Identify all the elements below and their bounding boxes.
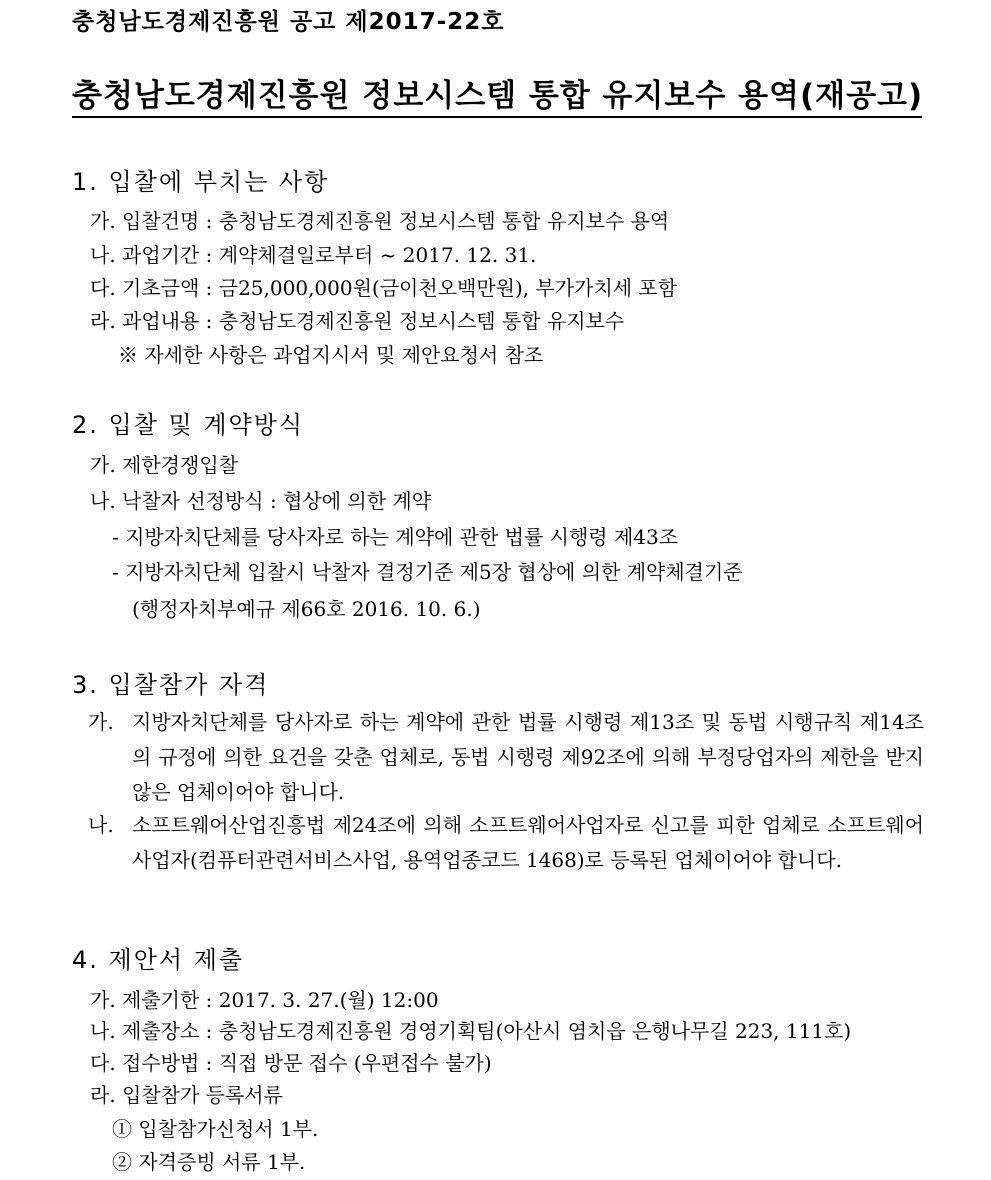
section-4-item: 라. 입찰참가 등록서류	[90, 1083, 283, 1107]
item-label: 가.	[88, 710, 114, 734]
item-text: 지방자치단체를 당사자로 하는 계약에 관한 법률 시행령 제13조 및 동법 시행규칙 제14조의 규정에 의한 요건을 갖춘 업체로, 동법 시행령 제92조에 의해 부정당업자의 제한을 받지 않은 업체이어야 합니다.	[132, 710, 924, 804]
section-2-subnote: (행정자치부예규 제66호 2016. 10. 6.)	[132, 597, 481, 621]
section-1-note: ※ 자세한 사항은 과업지시서 및 제안요청서 참조	[118, 343, 544, 367]
section-2-subitem: - 지방자치단체 입찰시 낙찰자 결정기준 제5장 협상에 의한 계약체결기준	[112, 560, 743, 584]
section-4-item: 가. 제출기한 : 2017. 3. 27.(월) 12:00	[90, 988, 439, 1012]
document-title: 충청남도경제진흥원 정보시스템 통합 유지보수 용역(재공고)	[72, 78, 922, 118]
section-1-item: 가. 입찰건명 : 충청남도경제진흥원 정보시스템 통합 유지보수 용역	[90, 209, 670, 233]
section-2-item: 나. 낙찰자 선정방식 : 협상에 의한 계약	[90, 489, 432, 513]
section-1-item: 다. 기초금액 : 금25,000,000원(금이천오백만원), 부가가치세 포함	[90, 276, 678, 300]
section-3-heading: 3. 입찰참가 자격	[72, 671, 270, 699]
section-4-doc: ① 입찰참가신청서 1부.	[112, 1117, 319, 1141]
section-4-item: 나. 제출장소 : 충청남도경제진흥원 경영기획팀(아산시 염치읍 은행나무길 223, 111호)	[90, 1019, 852, 1043]
section-2-item: 가. 제한경쟁입찰	[90, 453, 238, 477]
section-1-item: 나. 과업기간 : 계약체결일로부터 ~ 2017. 12. 31.	[90, 243, 537, 267]
section-1-item: 라. 과업내용 : 충청남도경제진흥원 정보시스템 통합 유지보수	[90, 309, 625, 333]
section-2-subitem: - 지방자치단체를 당사자로 하는 계약에 관한 법률 시행령 제43조	[112, 525, 679, 549]
section-1-heading: 1. 입찰에 부치는 사항	[72, 168, 330, 196]
item-text: 소프트웨어산업진흥법 제24조에 의해 소프트웨어사업자로 신고를 피한 업체로 소프트웨어사업자(컴퓨터관련서비스사업, 용역업종코드 1468)로 등록된 업체이어야 합니다.	[132, 813, 924, 872]
section-2-heading: 2. 입찰 및 계약방식	[72, 411, 305, 439]
section-3-item	[88, 705, 924, 810]
item-label: 나.	[88, 813, 114, 837]
section-4-heading: 4. 제안서 제출	[72, 946, 245, 974]
section-3-item	[88, 808, 924, 878]
notice-number: 충청남도경제진흥원 공고 제2017-22호	[72, 9, 505, 35]
section-4-item: 다. 접수방법 : 직접 방문 접수 (우편접수 불가)	[90, 1051, 492, 1075]
section-4-doc: ② 자격증빙 서류 1부.	[112, 1150, 306, 1174]
